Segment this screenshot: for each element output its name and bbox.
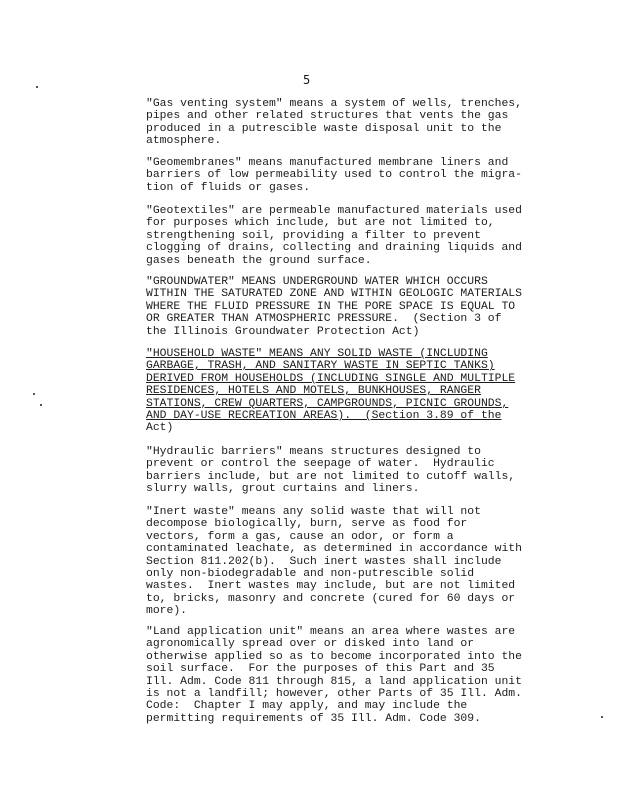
text-line: the Illinois Groundwater Protection Act): [146, 325, 420, 338]
definition-inert-waste: [146, 506, 556, 618]
definition-hydraulic-barriers: [146, 446, 556, 496]
text-line: Ill. Adm. Code 811 through 815, a land application unit: [146, 675, 522, 688]
scan-speck: [36, 86, 38, 88]
text-line: barriers include, but are not limited to cutoff walls,: [146, 470, 516, 483]
text-line: more).: [146, 605, 188, 618]
text-line: OR GREATER THAN ATMOSPHERIC PRESSURE. (Section 3 of: [146, 313, 502, 326]
text-line: DERIVED FROM HOUSEHOLDS (INCLUDING SINGLE AND MULTIPLE: [146, 372, 516, 385]
text-line: "Gas venting system" means a system of wells, trenches,: [146, 98, 522, 110]
text-line: WITHIN THE SATURATED ZONE AND WITHIN GEOLOGIC MATERIALS: [146, 288, 522, 301]
text-line: "GROUNDWATER" MEANS UNDERGROUND WATER WHICH OCCURS: [146, 276, 488, 288]
text-line: AND DAY-USE RECREATION AREAS). (Section 3.89 of the: [146, 410, 502, 423]
page-number: 5: [303, 73, 311, 87]
text-line: to, bricks, masonry and concrete (cured for 60 days or: [146, 592, 516, 605]
text-line: produced in a putrescible waste disposal unit to the: [146, 122, 502, 135]
text-line: vectors, form a gas, cause an odor, or form a: [146, 530, 454, 543]
text-line: "Geomembranes" means manufactured membrane liners and: [146, 157, 509, 169]
text-line: "HOUSEHOLD WASTE" MEANS ANY SOLID WASTE (INCLUDING: [146, 348, 488, 360]
text-line: for purposes which include, but are not limited to,: [146, 217, 495, 230]
definition-geomembranes: [146, 157, 556, 194]
definition-geotextiles: [146, 205, 556, 267]
definition-land-application-unit: [146, 626, 556, 725]
definition-groundwater: [146, 276, 556, 338]
definition-gas-venting-system: [146, 98, 556, 148]
text-line: clogging of drains, collecting and draining liquids and: [146, 242, 522, 255]
text-line: contaminated leachate, as determined in accordance with: [146, 543, 522, 556]
text-line: strengthening soil, providing a filter to prevent: [146, 229, 481, 242]
text-line: only non-biodegradable and non-putrescible solid: [146, 568, 475, 581]
text-line: pipes and other related structures that vents the gas: [146, 110, 509, 123]
text-line: tion of fluids or gases.: [146, 181, 311, 194]
text-line: decompose biologically, burn, serve as food for: [146, 518, 468, 531]
text-line: "Geotextiles" are permeable manufactured materials used: [146, 205, 522, 217]
text-line: permitting requirements of 35 Ill. Adm. Code 309.: [146, 712, 481, 725]
text-line: Section 811.202(b). Such inert wastes shall include: [146, 555, 502, 568]
text-line: prevent or control the seepage of water. Hydraulic: [146, 458, 495, 471]
scan-speck: [33, 393, 35, 395]
scan-speck: [40, 404, 42, 406]
text-line: GARBAGE, TRASH, AND SANITARY WASTE IN SEPTIC TANKS): [146, 360, 495, 373]
text-line: WHERE THE FLUID PRESSURE IN THE PORE SPACE IS EQUAL TO: [146, 300, 516, 313]
text-line: agronomically spread over or disked into land or: [146, 638, 475, 651]
text-line: Act): [146, 422, 174, 435]
text-line: otherwise applied so as to become incorporated into the: [146, 650, 522, 663]
text-line: "Hydraulic barriers" means structures designed to: [146, 446, 481, 458]
text-line: gases beneath the ground surface.: [146, 254, 372, 267]
text-line: "Inert waste" means any solid waste that will not: [146, 506, 481, 518]
text-line: slurry walls, grout curtains and liners.: [146, 483, 420, 496]
scan-speck: [601, 716, 603, 718]
text-line: barriers of low permeability used to control the migra-: [146, 169, 522, 182]
text-line: STATIONS, CREW QUARTERS, CAMPGROUNDS, PICNIC GROUNDS,: [146, 397, 509, 410]
text-line: atmosphere.: [146, 135, 222, 148]
text-line: is not a landfill; however, other Parts of 35 Ill. Adm.: [146, 688, 522, 701]
definition-household-waste: [146, 348, 556, 435]
text-line: RESIDENCES, HOTELS AND MOTELS, BUNKHOUSES, RANGER: [146, 385, 481, 398]
text-line: "Land application unit" means an area where wastes are: [146, 626, 516, 638]
text-line: Code: Chapter I may apply, and may include the: [146, 700, 468, 713]
text-line: soil surface. For the purposes of this Part and 35: [146, 663, 495, 676]
text-line: wastes. Inert wastes may include, but are not limited: [146, 580, 516, 593]
